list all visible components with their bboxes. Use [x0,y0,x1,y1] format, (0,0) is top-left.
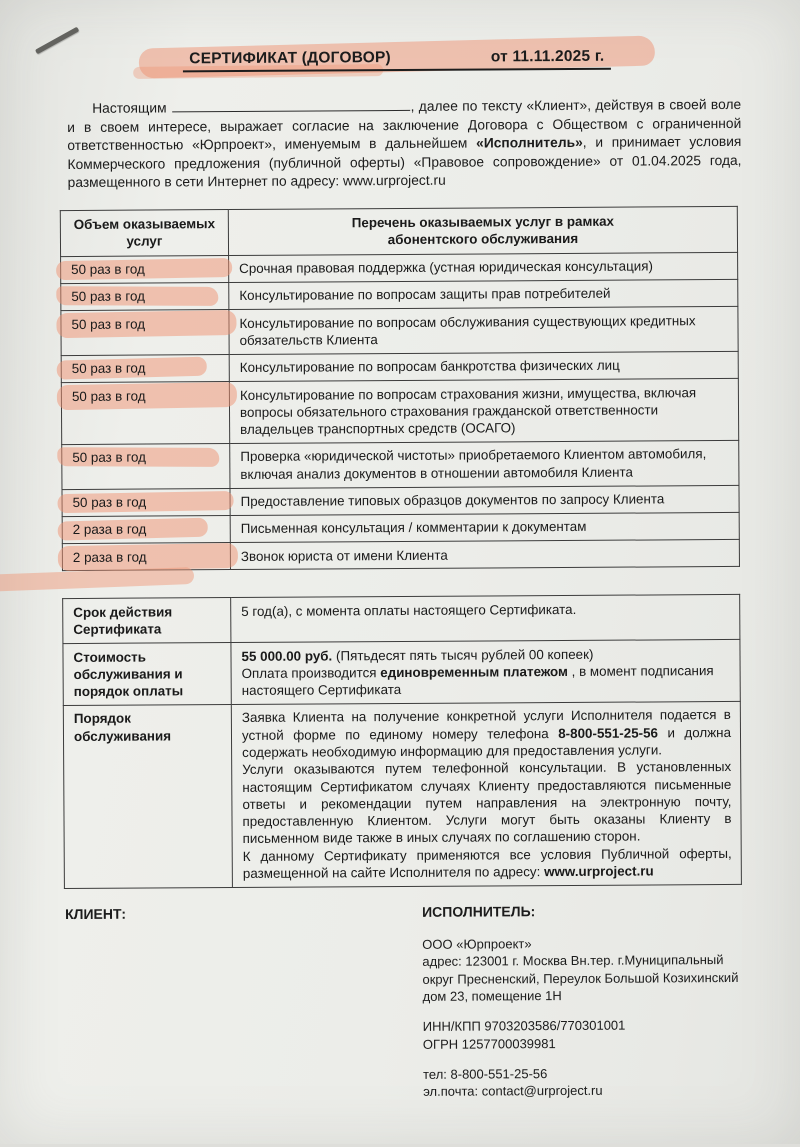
validity-label: Срок действия Сертификата [63,598,231,644]
payment-suffix: , в момент подписания настоящего Сертификата [241,662,714,699]
service-description: Звонок юриста от имени Клиента [230,540,739,570]
intro-middle: , далее по тексту «Клиент», действуя в своей воле и в своем интересе, выражает согласие на заключение Договора с Обществом с ограниченной ответственностью «Юрпроект», именуемым в дальнейшем [67,96,742,154]
service-row [61,279,738,310]
executor-ogrn: ОГРН 1257700039981 [422,1035,556,1052]
intro-tail: , и принимает условия Коммерческого предложения (публичной оферты) «Правовое сопровождение» от 01.04.2025 года, размещенного в сети Интернет по адресу: www.urproject.ru [67,134,742,191]
document-title: СЕРТИФИКАТ (ДОГОВОР) [189,49,391,68]
service-row [62,440,739,489]
procedure-paragraph-1: Заявка Клиента на получение конкретной услуги Исполнителя подается в устной форме по единому номеру телефона 8-800-551-25-56 и должна содержать необходимую информацию для предоставления услуги. [241,707,732,760]
services-table-wrap [0,206,800,572]
service-row [61,378,738,444]
cost-amount: 55 000.00 руб. [241,647,333,664]
service-description: Консультирование по вопросам банкротства физических лиц [229,351,738,381]
service-description: Консультирование по вопросам обслуживания существующих кредитных обязательств Клиента [229,307,738,355]
executor-label: ИСПОЛНИТЕЛЬ: [422,903,536,920]
executor-address-line3: дом 23, помещение 1Н [422,988,562,1004]
service-row [62,485,739,516]
service-row [61,252,738,283]
executor-inn-kpp: ИНН/КПП 9703203586/770301001 [422,1017,626,1035]
client-label: КЛИЕНТ: [65,905,127,922]
cost-row [63,639,740,705]
service-description: Консультирование по вопросам страхования жизни, имущества, включая вопросы обязательного страхования гражданской ответственности владельцев транспортных средств (ОСАГО) [229,378,738,443]
title-blank-space [391,61,491,62]
procedure-paragraph-2: Услуги оказываются путем телефонной консультации. В установленных настоящим Сертификатом случаях Клиенту предоставляются письменные ответы и рекомендации путем направления на электронную почту, предоставленную Клиентом. Услуги могут быть оказаны Клиенту в письменном виде также в иных случаях по соглашению сторон. [242,759,732,847]
procedure-row [63,701,741,888]
service-description: Предоставление типовых образцов документов по запросу Клиента [230,485,739,515]
cost-value [231,639,740,704]
service-volume: 50 раз в год [71,288,145,305]
volume-column-header: Объем оказываемых услуг [60,210,228,257]
service-row [61,351,738,382]
offer-site: www.urproject.ru [544,863,654,880]
procedure-value [231,701,741,887]
services-column-header: Перечень оказываемых услуг в рамках абонентского обслуживания [228,206,737,255]
service-volume: 2 раза в год [72,521,147,538]
payment-method: единовременным платежом [380,663,568,680]
validity-value: 5 год(а), с момента оплаты настоящего Сертификата. [231,595,740,643]
service-description: Консультирование по вопросам защиты прав потребителей [229,279,738,309]
procedure-paragraph-3: К данному Сертификату применяются все условия Публичной оферты, размещенной на сайте Исполнителя по адресу: www.urproject.ru [242,845,732,882]
executor-name: ООО «Юрпроект» [422,936,532,953]
intro-paragraph [67,96,742,193]
client-name-blank [173,99,411,112]
service-row [62,540,739,571]
terms-table [62,594,742,889]
signatures-section [65,901,800,1102]
service-volume: 50 раз в год [71,261,145,278]
cost-amount-words: (Пятьдесят пять тысяч рублей 00 копеек) [332,646,594,663]
executor-details [422,902,753,1101]
service-volume: 50 раз в год [72,494,147,511]
validity-row [63,595,740,644]
executor-address-line1: адрес: 123001 г. Москва Вн.тер. г.Муниципальный [422,952,724,970]
title-block [0,0,797,73]
intro-lead: Настоящим [92,100,167,116]
executor-email: эл.почта: contact@urproject.ru [423,1083,603,1100]
services-table [60,206,740,572]
hotline-phone: 8-800-551-25-56 [558,725,659,741]
service-volume: 2 раза в год [72,549,147,565]
service-volume: 50 раз в год [72,449,146,466]
service-row [61,307,738,356]
service-description: Письменная консультация / комментарии к документам [230,512,739,542]
executor-phone: тел: 8-800-551-25-56 [423,1066,548,1082]
service-description: Проверка «юридической чистоты» приобретаемого Клиентом автомобиля, включая анализ документов в отношении автомобиля Клиента [230,440,739,488]
procedure-label: Порядок обслуживания [63,704,232,888]
service-description: Срочная правовая поддержка (устная юридическая консультация) [229,252,738,282]
highlighter-swipe-below-table [0,567,194,592]
executor-term: «Исполнитель» [476,135,583,151]
services-table-header-row [60,206,737,256]
service-row [62,512,739,543]
payment-prefix: Оплата производится [241,664,381,681]
cost-label: Стоимость обслуживания и порядок оплаты [63,643,231,706]
service-volume: 50 раз в год [71,316,146,332]
document-date: от 11.11.2025 г. [490,47,605,66]
document-title-line [183,48,610,73]
service-volume: 50 раз в год [71,388,146,404]
service-volume: 50 раз в год [71,360,146,377]
executor-address-line2: округ Пресненский, Переулок Большой Козихинский [422,969,739,987]
